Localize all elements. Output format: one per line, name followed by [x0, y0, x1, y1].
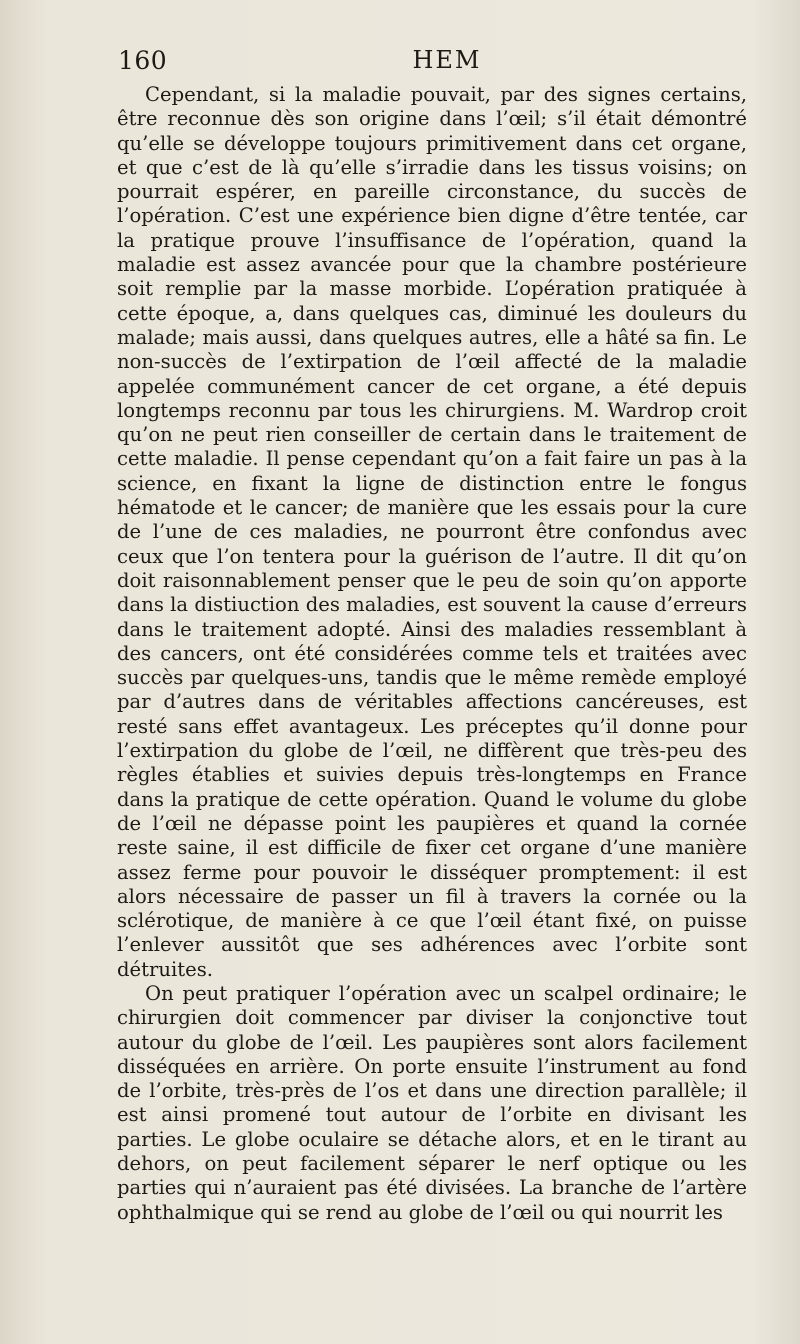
page-header — [118, 46, 746, 76]
running-head: HEM — [412, 46, 482, 74]
page-number: 160 — [118, 46, 168, 75]
body-text — [117, 83, 747, 1225]
paragraph: On peut pratiquer l’opération avec un scalpel ordinaire; le chirurgien doit commencer par diviser la conjonctive tout autour du globe de l’œil. Les paupières sont alors facilement disséquées en arrière. On porte ensuite l’instrument au fond de l’orbite, très-près de l’os et dans une direction parallèle; il est ainsi promené tout autour de l’orbite en divisant les parties. Le globe oculaire se détache alors, et en le tirant au dehors, on peut facilement séparer le nerf optique ou les parties qui n’auraient pas été divisées. La branche de l’artère ophthalmique qui se rend au globe de l’œil ou qui nourrit les — [117, 981, 747, 1224]
paragraph: Cependant, si la maladie pouvait, par des signes certains, être reconnue dès son origine dans l’œil; s’il était démontré qu’elle se développe toujours primitivement dans cet organe, et que c’est de là qu’elle s’irradie dans les tissus voisins; on pourrait espérer, en pareille circonstance, du succès de l’opération. C’est une expérience bien digne d’être tentée, car la pratique prouve l’insuffisance de l’opération, quand la maladie est assez avancée pour que la chambre postérieure soit remplie par la masse morbide. L’opération pratiquée à cette époque, a, dans quelques cas, diminué les douleurs du malade; mais aussi, dans quelques autres, elle a hâté sa fin. Le non-succès de l’extirpation de l’œil affecté de la maladie appelée communément cancer de cet organe, a été depuis longtemps reconnu par tous les chirurgiens. M. Wardrop croit qu’on ne peut rien conseiller de certain dans le traitement de cette maladie. Il pense cependant qu’on a fait faire un pas à la science, en fixant la ligne de distinction entre le fongus hématode et le cancer; de manière que les essais pour la cure de l’une de ces maladies, ne pourront être confondus avec ceux que l’on tentera pour la guérison de l’autre. Il dit qu’on doit raisonnablement penser que le peu de soin qu’on apporte dans la distiuction des maladies, est souvent la cause d’erreurs dans le traitement adopté. Ainsi des maladies ressemblant à des cancers, ont été considérées comme tels et traitées avec succès par quelques-uns, tandis que le même remède employé par d’autres dans de véritables affections cancéreuses, est resté sans effet avantageux. Les préceptes qu’il donne pour l’extirpation du globe de l’œil, ne diffèrent que très-peu des règles établies et suivies depuis très-longtemps en France dans la pratique de cette opération. Quand le volume du globe de l’œil ne dépasse point les paupières et quand la cornée reste saine, il est difficile de fixer cet organe d’une manière assez ferme pour pouvoir le disséquer promptement: il est alors nécessaire de passer un fil à travers la cornée ou la sclérotique, de manière à ce que l’œil étant fixé, on puisse l’enlever aussitôt que ses adhérences avec l’orbite sont détruites. — [117, 83, 747, 981]
